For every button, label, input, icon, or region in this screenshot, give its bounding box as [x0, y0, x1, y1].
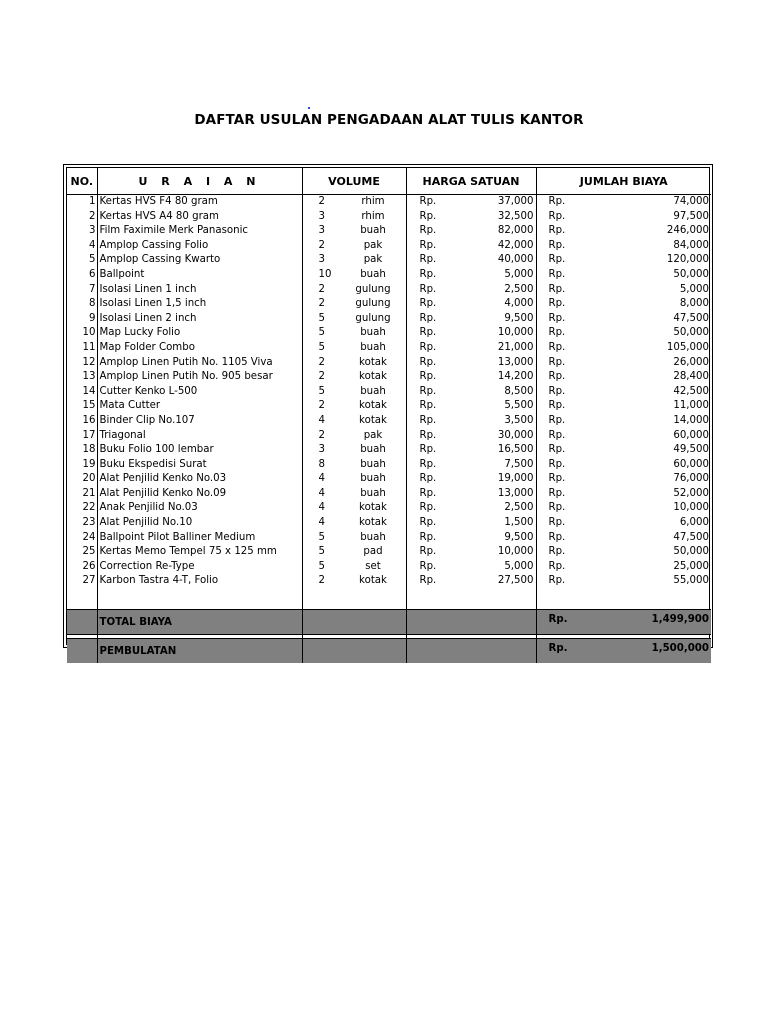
- item-unit-price: 21,000: [497, 341, 534, 353]
- item-unit: kotak: [359, 502, 387, 514]
- item-no: 11: [82, 341, 96, 353]
- item-row: [67, 268, 711, 283]
- item-total-currency: Rp.: [548, 254, 566, 266]
- item-price-currency: Rp.: [419, 546, 437, 558]
- item-description: Amplop Linen Putih No. 1105 Viva: [97, 356, 302, 371]
- item-total: 11,000: [673, 400, 709, 412]
- item-quantity: 4: [318, 473, 325, 485]
- item-unit-price: 4,000: [504, 298, 534, 310]
- item-description: Triagonal: [97, 429, 302, 444]
- item-row: [67, 370, 711, 385]
- item-description: Buku Ekspedisi Surat: [97, 458, 302, 473]
- item-description: Map Folder Combo: [97, 341, 302, 356]
- item-no: 3: [89, 225, 96, 237]
- item-price-currency: Rp.: [419, 385, 437, 397]
- item-no: 27: [82, 575, 96, 587]
- item-total-currency: Rp.: [548, 268, 566, 280]
- item-total-currency: Rp.: [548, 210, 566, 222]
- total-amount: 1,499,900: [651, 614, 709, 626]
- item-row: [67, 283, 711, 298]
- item-row: [67, 385, 711, 400]
- item-unit-price: 82,000: [497, 225, 534, 237]
- item-total-currency: Rp.: [548, 458, 566, 470]
- item-description: Kertas HVS A4 80 gram: [97, 210, 302, 225]
- header-uraian: U R A I A N: [97, 168, 302, 195]
- item-unit-price: 37,000: [497, 196, 534, 207]
- item-row: [67, 560, 711, 575]
- item-quantity: 5: [318, 327, 325, 339]
- item-row: [67, 429, 711, 444]
- header-row: [67, 168, 711, 195]
- item-row: [67, 414, 711, 429]
- item-unit-price: 13,000: [497, 487, 534, 499]
- item-price-currency: Rp.: [419, 210, 437, 222]
- item-no: 12: [82, 356, 96, 368]
- item-unit-price: 27,500: [497, 575, 534, 587]
- item-price-currency: Rp.: [419, 268, 437, 280]
- item-unit: rhim: [361, 196, 385, 207]
- item-unit: kotak: [359, 414, 387, 426]
- item-unit: buah: [360, 487, 386, 499]
- item-no: 25: [82, 546, 96, 558]
- item-price-currency: Rp.: [419, 312, 437, 324]
- item-no: 14: [82, 385, 96, 397]
- procurement-table: [67, 168, 711, 663]
- total-label: TOTAL BIAYA: [97, 610, 302, 635]
- item-total: 84,000: [673, 239, 709, 251]
- item-row: [67, 253, 711, 268]
- item-no: 21: [82, 487, 96, 499]
- item-price-currency: Rp.: [419, 487, 437, 499]
- item-quantity: 2: [318, 400, 325, 412]
- item-total: 14,000: [673, 414, 709, 426]
- item-unit-price: 1,500: [504, 517, 534, 529]
- item-total-currency: Rp.: [548, 356, 566, 368]
- item-price-currency: Rp.: [419, 327, 437, 339]
- item-no: 2: [89, 210, 96, 222]
- item-quantity: 5: [318, 385, 325, 397]
- item-quantity: 10: [318, 268, 332, 280]
- rounding-amount: 1,500,000: [651, 643, 709, 655]
- item-total: 97,500: [673, 210, 709, 222]
- item-total-currency: Rp.: [548, 414, 566, 426]
- item-unit-price: 2,500: [504, 283, 534, 295]
- item-description: Karbon Tastra 4-T, Folio: [97, 574, 302, 589]
- rounding-currency: Rp.: [548, 643, 568, 655]
- item-unit: set: [365, 560, 381, 572]
- item-description: Alat Penjilid Kenko No.09: [97, 487, 302, 502]
- item-unit: gulung: [355, 283, 391, 295]
- item-row: [67, 326, 711, 341]
- item-unit-price: 9,500: [504, 531, 534, 543]
- item-total: 74,000: [673, 196, 709, 207]
- item-unit: rhim: [361, 210, 385, 222]
- item-row: [67, 224, 711, 239]
- item-no: 16: [82, 414, 96, 426]
- item-total-currency: Rp.: [548, 531, 566, 543]
- item-quantity: 5: [318, 560, 325, 572]
- item-unit-price: 13,000: [497, 356, 534, 368]
- item-no: 4: [89, 239, 96, 251]
- item-unit-price: 9,500: [504, 312, 534, 324]
- item-quantity: 3: [318, 254, 325, 266]
- item-unit: buah: [360, 327, 386, 339]
- item-unit-price: 3,500: [504, 414, 534, 426]
- item-total: 55,000: [673, 575, 709, 587]
- item-description: Cutter Kenko L-500: [97, 385, 302, 400]
- item-unit: kotak: [359, 575, 387, 587]
- item-unit: kotak: [359, 517, 387, 529]
- item-no: 9: [89, 312, 96, 324]
- item-total: 5,000: [679, 283, 709, 295]
- item-price-currency: Rp.: [419, 502, 437, 514]
- item-description: Map Lucky Folio: [97, 326, 302, 341]
- item-row: [67, 210, 711, 225]
- item-unit-price: 8,500: [504, 385, 534, 397]
- item-no: 1: [89, 196, 96, 207]
- item-description: Amplop Linen Putih No. 905 besar: [97, 370, 302, 385]
- item-price-currency: Rp.: [419, 429, 437, 441]
- procurement-table-inner: [66, 167, 710, 658]
- item-no: 22: [82, 502, 96, 514]
- item-total-currency: Rp.: [548, 546, 566, 558]
- item-quantity: 2: [318, 371, 325, 383]
- item-unit: buah: [360, 225, 386, 237]
- item-quantity: 3: [318, 225, 325, 237]
- item-row: [67, 501, 711, 516]
- item-row: [67, 195, 711, 210]
- procurement-table-frame: [63, 164, 713, 658]
- item-description: Binder Clip No.107: [97, 414, 302, 429]
- item-total-currency: Rp.: [548, 385, 566, 397]
- item-description: Amplop Cassing Folio: [97, 239, 302, 254]
- item-quantity: 2: [318, 429, 325, 441]
- item-total: 26,000: [673, 356, 709, 368]
- item-no: 8: [89, 298, 96, 310]
- item-total-currency: Rp.: [548, 341, 566, 353]
- item-no: 19: [82, 458, 96, 470]
- item-unit-price: 42,000: [497, 239, 534, 251]
- item-total-currency: Rp.: [548, 575, 566, 587]
- item-description: Ballpoint: [97, 268, 302, 283]
- item-total: 76,000: [673, 473, 709, 485]
- item-no: 13: [82, 371, 96, 383]
- item-price-currency: Rp.: [419, 444, 437, 456]
- item-unit-price: 5,000: [504, 268, 534, 280]
- item-total: 10,000: [673, 502, 709, 514]
- item-quantity: 5: [318, 546, 325, 558]
- item-no: 5: [89, 254, 96, 266]
- item-total-currency: Rp.: [548, 239, 566, 251]
- item-total-currency: Rp.: [548, 517, 566, 529]
- item-description: Ballpoint Pilot Balliner Medium: [97, 531, 302, 546]
- item-quantity: 2: [318, 575, 325, 587]
- item-unit: kotak: [359, 356, 387, 368]
- item-row: [67, 341, 711, 356]
- item-total-currency: Rp.: [548, 225, 566, 237]
- header-no: NO.: [67, 168, 97, 195]
- item-quantity: 5: [318, 531, 325, 543]
- total-currency: Rp.: [548, 614, 568, 626]
- item-quantity: 2: [318, 239, 325, 251]
- item-total-currency: Rp.: [548, 487, 566, 499]
- item-quantity: 8: [318, 458, 325, 470]
- item-no: 24: [82, 531, 96, 543]
- item-description: Kertas Memo Tempel 75 x 125 mm: [97, 545, 302, 560]
- item-price-currency: Rp.: [419, 517, 437, 529]
- item-unit-price: 40,000: [497, 254, 534, 266]
- item-unit: buah: [360, 531, 386, 543]
- item-quantity: 2: [318, 196, 325, 207]
- item-total: 6,000: [679, 517, 709, 529]
- item-price-currency: Rp.: [419, 560, 437, 572]
- item-total-currency: Rp.: [548, 327, 566, 339]
- item-total: 42,500: [673, 385, 709, 397]
- item-description: Isolasi Linen 2 inch: [97, 312, 302, 327]
- item-quantity: 4: [318, 414, 325, 426]
- item-total: 50,000: [673, 268, 709, 280]
- item-row: [67, 574, 711, 589]
- item-total: 50,000: [673, 546, 709, 558]
- item-quantity: 2: [318, 283, 325, 295]
- item-total: 60,000: [673, 429, 709, 441]
- item-no: 18: [82, 444, 96, 456]
- header-volume: VOLUME: [302, 168, 406, 195]
- item-unit: buah: [360, 473, 386, 485]
- item-row: [67, 356, 711, 371]
- item-description: Film Faximile Merk Panasonic: [97, 224, 302, 239]
- item-unit: kotak: [359, 400, 387, 412]
- item-description: Correction Re-Type: [97, 560, 302, 575]
- item-no: 23: [82, 517, 96, 529]
- item-total-currency: Rp.: [548, 312, 566, 324]
- item-unit: pak: [363, 254, 383, 266]
- item-row: [67, 458, 711, 473]
- item-description: Alat Penjilid Kenko No.03: [97, 472, 302, 487]
- item-total-currency: Rp.: [548, 298, 566, 310]
- rounding-row: [67, 639, 711, 664]
- item-row: [67, 443, 711, 458]
- item-row: [67, 312, 711, 327]
- item-description: Buku Folio 100 lembar: [97, 443, 302, 458]
- item-unit-price: 5,000: [504, 560, 534, 572]
- item-total-currency: Rp.: [548, 473, 566, 485]
- item-price-currency: Rp.: [419, 458, 437, 470]
- item-row: [67, 487, 711, 502]
- item-unit-price: 30,000: [497, 429, 534, 441]
- item-unit: buah: [360, 341, 386, 353]
- item-row: [67, 399, 711, 414]
- item-description: Mata Cutter: [97, 399, 302, 414]
- item-quantity: 5: [318, 312, 325, 324]
- item-total-currency: Rp.: [548, 444, 566, 456]
- item-description: Isolasi Linen 1,5 inch: [97, 297, 302, 312]
- item-description: Kertas HVS F4 80 gram: [97, 195, 302, 210]
- item-unit: pak: [363, 429, 383, 441]
- item-unit-price: 32,500: [497, 210, 534, 222]
- item-price-currency: Rp.: [419, 575, 437, 587]
- item-unit: pad: [363, 546, 383, 558]
- item-unit-price: 5,500: [504, 400, 534, 412]
- item-no: 6: [89, 268, 96, 280]
- item-quantity: 2: [318, 298, 325, 310]
- header-harga-satuan: HARGA SATUAN: [406, 168, 536, 195]
- item-price-currency: Rp.: [419, 239, 437, 251]
- item-no: 7: [89, 283, 96, 295]
- total-row: [67, 610, 711, 635]
- item-price-currency: Rp.: [419, 356, 437, 368]
- item-row: [67, 545, 711, 560]
- item-unit: buah: [360, 458, 386, 470]
- item-total: 246,000: [666, 225, 709, 237]
- item-price-currency: Rp.: [419, 341, 437, 353]
- item-price-currency: Rp.: [419, 196, 437, 207]
- item-total-currency: Rp.: [548, 560, 566, 572]
- item-quantity: 2: [318, 356, 325, 368]
- spacer-row: [67, 589, 711, 610]
- item-price-currency: Rp.: [419, 400, 437, 412]
- item-no: 20: [82, 473, 96, 485]
- header-jumlah-biaya: JUMLAH BIAYA: [536, 168, 711, 195]
- item-unit-price: 10,000: [497, 327, 534, 339]
- item-row: [67, 297, 711, 312]
- item-total-currency: Rp.: [548, 371, 566, 383]
- item-total: 50,000: [673, 327, 709, 339]
- item-total-currency: Rp.: [548, 400, 566, 412]
- item-no: 17: [82, 429, 96, 441]
- item-total: 105,000: [666, 341, 709, 353]
- item-row: [67, 472, 711, 487]
- item-price-currency: Rp.: [419, 531, 437, 543]
- item-quantity: 3: [318, 210, 325, 222]
- rounding-label: PEMBULATAN: [97, 639, 302, 664]
- item-total: 28,400: [673, 371, 709, 383]
- item-total-currency: Rp.: [548, 283, 566, 295]
- item-total: 49,500: [673, 444, 709, 456]
- item-unit-price: 19,000: [497, 473, 534, 485]
- item-description: Amplop Cassing Kwarto: [97, 253, 302, 268]
- item-total-currency: Rp.: [548, 196, 566, 207]
- item-total: 47,500: [673, 312, 709, 324]
- item-total: 52,000: [673, 487, 709, 499]
- item-total: 25,000: [673, 560, 709, 572]
- item-unit-price: 2,500: [504, 502, 534, 514]
- item-unit: pak: [363, 239, 383, 251]
- item-description: Alat Penjilid No.10: [97, 516, 302, 531]
- item-unit-price: 14,200: [497, 371, 534, 383]
- item-total: 8,000: [679, 298, 709, 310]
- item-row: [67, 516, 711, 531]
- item-row: [67, 531, 711, 546]
- item-description: Anak Penjilid No.03: [97, 501, 302, 516]
- item-unit: kotak: [359, 371, 387, 383]
- item-total: 60,000: [673, 458, 709, 470]
- stray-dot: [308, 107, 310, 109]
- item-price-currency: Rp.: [419, 371, 437, 383]
- item-price-currency: Rp.: [419, 283, 437, 295]
- item-no: 15: [82, 400, 96, 412]
- item-row: [67, 239, 711, 254]
- item-quantity: 4: [318, 517, 325, 529]
- item-price-currency: Rp.: [419, 473, 437, 485]
- item-unit: gulung: [355, 312, 391, 324]
- item-price-currency: Rp.: [419, 225, 437, 237]
- item-quantity: 3: [318, 444, 325, 456]
- item-total: 120,000: [666, 254, 709, 266]
- item-price-currency: Rp.: [419, 254, 437, 266]
- item-total-currency: Rp.: [548, 502, 566, 514]
- item-no: 10: [82, 327, 96, 339]
- item-unit: gulung: [355, 298, 391, 310]
- item-rows: [67, 195, 711, 664]
- item-quantity: 4: [318, 487, 325, 499]
- item-description: Isolasi Linen 1 inch: [97, 283, 302, 298]
- item-unit-price: 10,000: [497, 546, 534, 558]
- item-total-currency: Rp.: [548, 429, 566, 441]
- item-unit: buah: [360, 444, 386, 456]
- document-title: DAFTAR USULAN PENGADAAN ALAT TULIS KANTOR: [194, 112, 584, 128]
- item-unit: buah: [360, 268, 386, 280]
- item-unit-price: 7,500: [504, 458, 534, 470]
- item-unit: buah: [360, 385, 386, 397]
- item-price-currency: Rp.: [419, 298, 437, 310]
- item-quantity: 5: [318, 341, 325, 353]
- item-unit-price: 16,500: [497, 444, 534, 456]
- item-total: 47,500: [673, 531, 709, 543]
- item-no: 26: [82, 560, 96, 572]
- item-price-currency: Rp.: [419, 414, 437, 426]
- item-quantity: 4: [318, 502, 325, 514]
